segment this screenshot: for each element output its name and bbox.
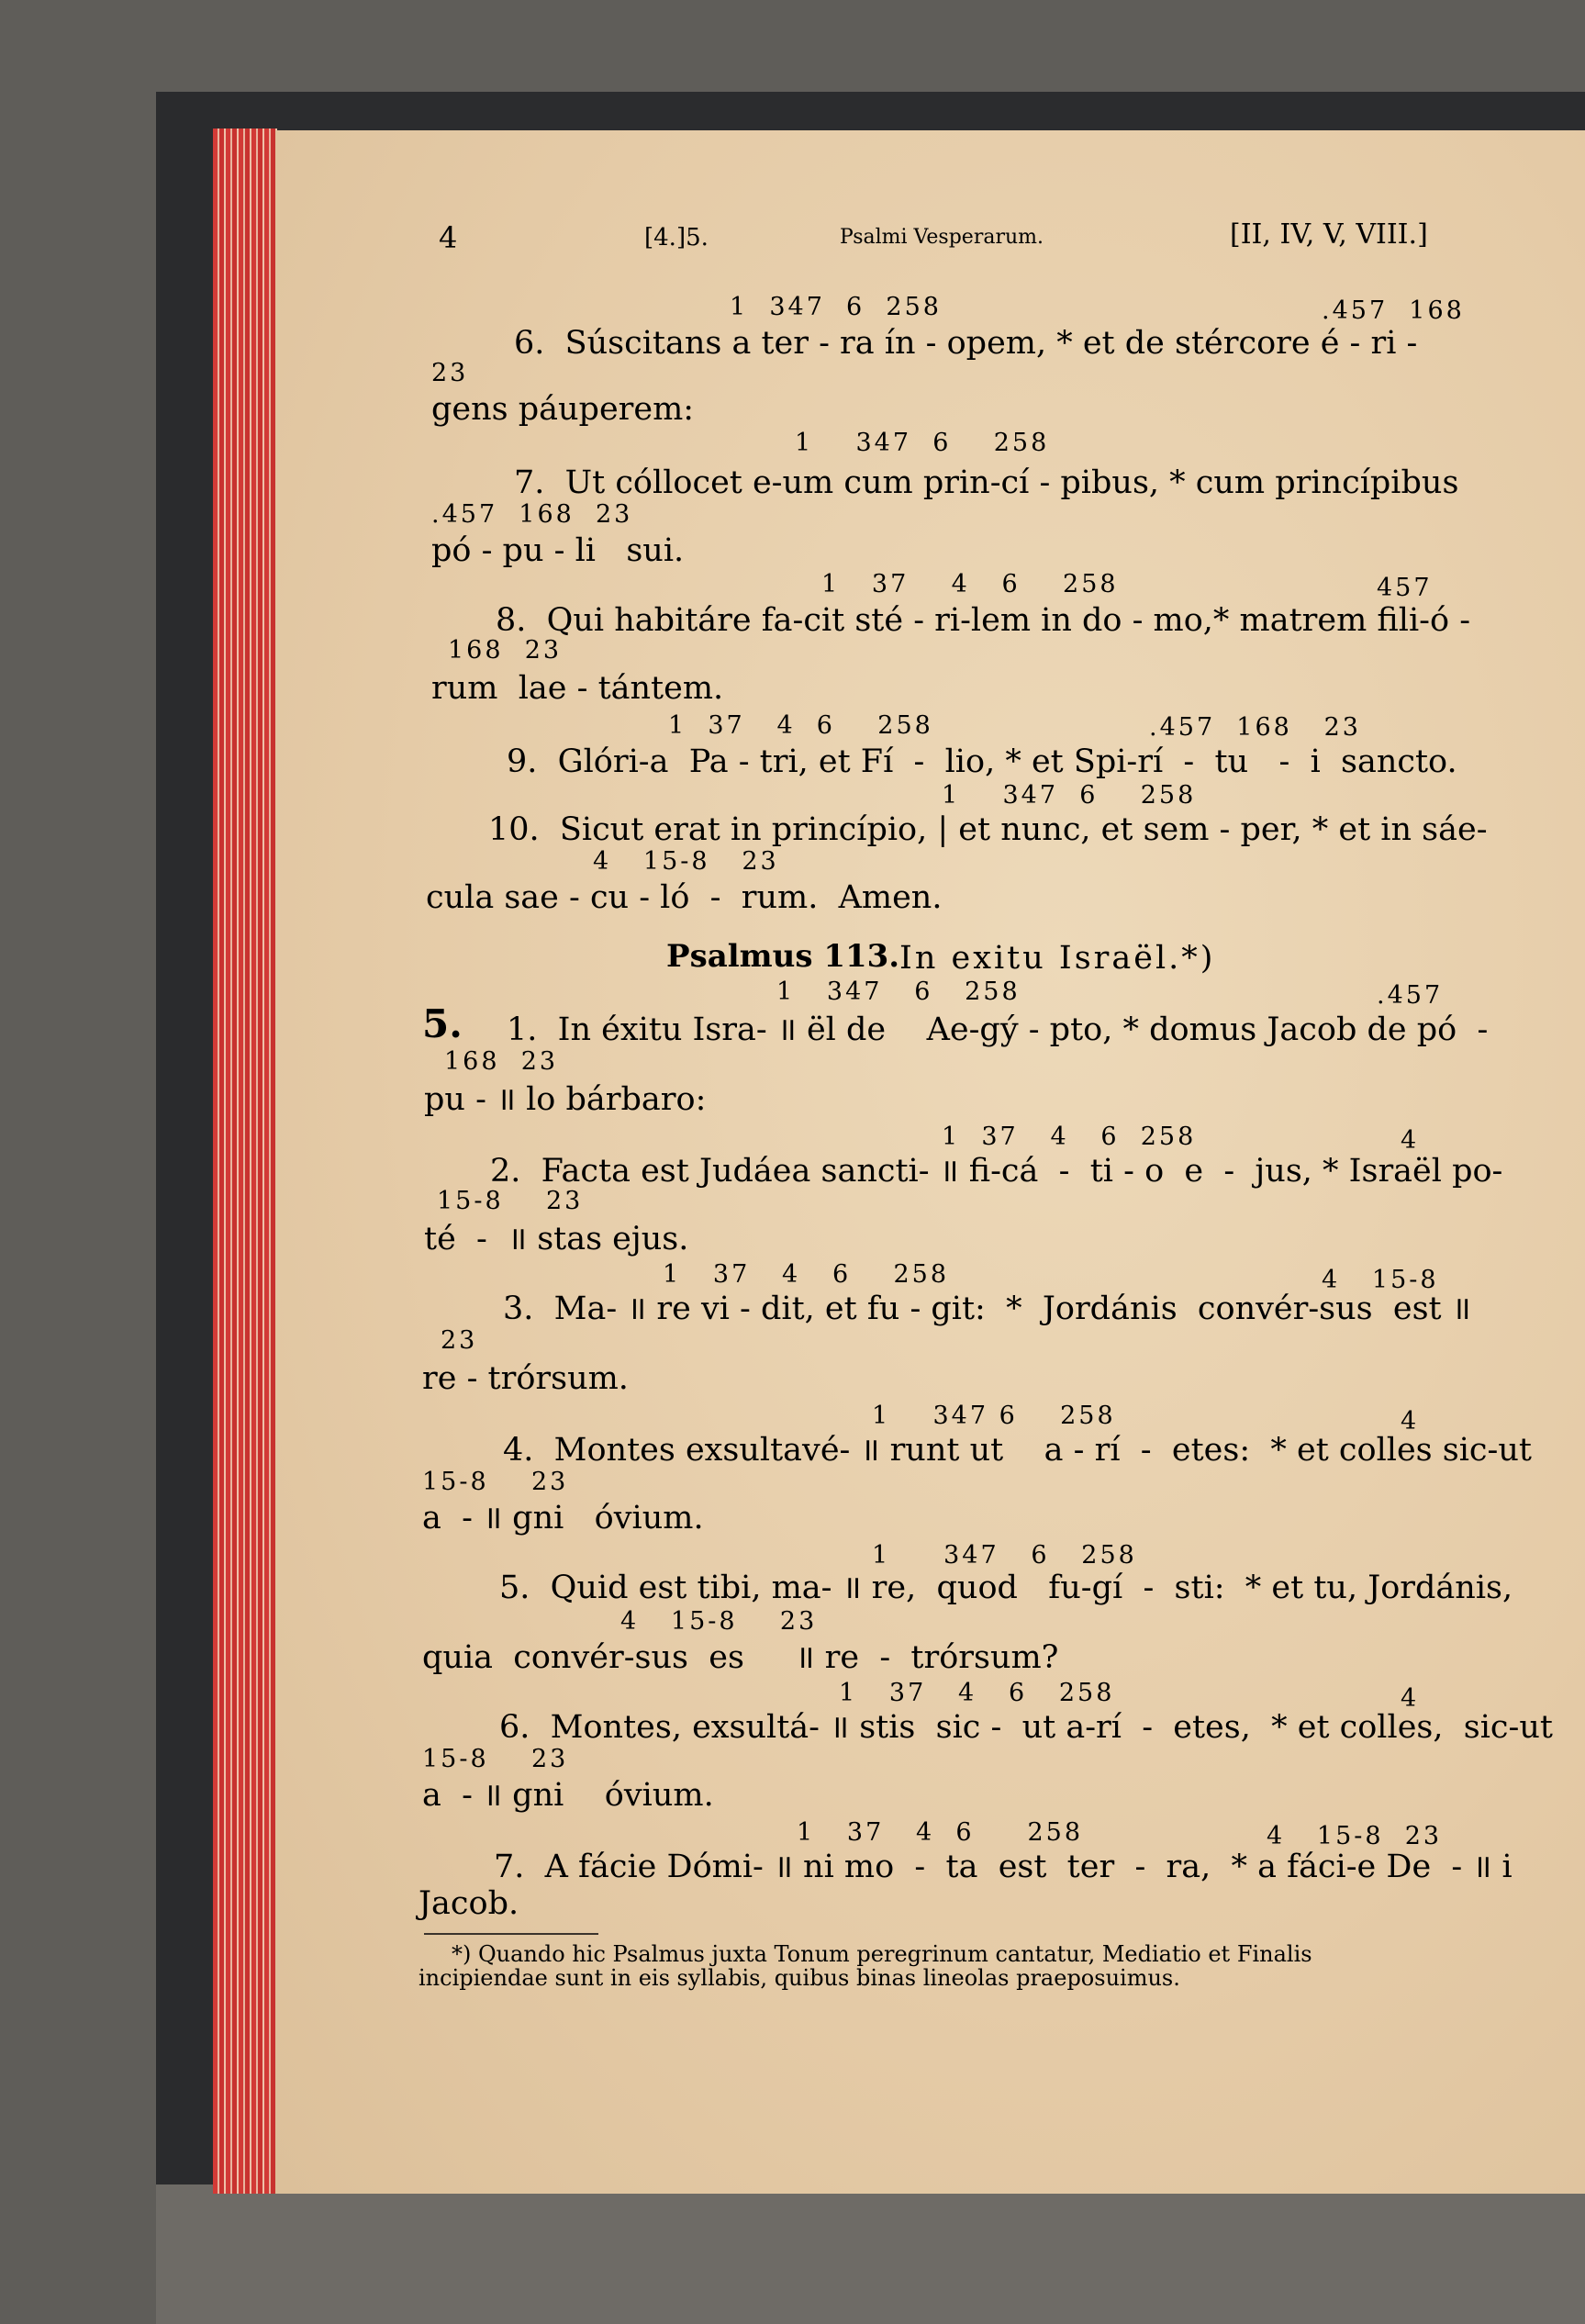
psalm-title: Psalmus 113. — [666, 938, 900, 975]
verse-line: pó - pu - li sui. — [431, 532, 685, 569]
verse-line: 10. Sicut erat in princípio, | et nunc, et sem - per, * et in sáe- — [488, 811, 1488, 848]
verse-line: 5. Quid est tibi, ma- ॥ re, quod fu-gí - sti: * et tu, Jordánis, — [499, 1570, 1513, 1606]
footnote-line: incipiendae sunt in eis syllabis, quibus binas lineolas praeposuimus. — [419, 1965, 1180, 1991]
red-page-edges — [213, 128, 277, 2194]
chant-numbers: 4 15-8 23 — [1267, 1822, 1443, 1850]
chant-numbers: 1 347 6 258 — [730, 293, 942, 321]
chant-numbers: 1 347 6 258 — [942, 781, 1197, 810]
verse-line: té - ॥ stas ejus. — [424, 1221, 689, 1257]
chant-numbers: .457 168 23 — [1149, 713, 1361, 742]
chant-numbers: 15-8 23 — [422, 1745, 569, 1773]
chant-numbers: 1 37 4 6 258 — [668, 711, 933, 740]
verse-line: 3. Ma- ॥ re vi - dit, et fu - git: * Jordánis convér-sus est ॥ — [503, 1290, 1471, 1327]
chant-numbers: .457 168 — [1322, 296, 1465, 325]
chant-numbers: 1 37 4 6 258 — [821, 570, 1119, 598]
psalm-incipit: In exitu Israël.*) — [899, 940, 1216, 977]
chant-numbers: 1 37 4 6 258 — [942, 1123, 1197, 1151]
verse-line: 7. A fácie Dómi- ॥ ni mo - ta est ter - ra, * a fáci-e De - ॥ i — [494, 1849, 1512, 1885]
verse-line: pu - ॥ lo bárbaro: — [424, 1081, 707, 1118]
chant-numbers: 457 — [1377, 574, 1433, 602]
chant-numbers: 168 23 — [448, 636, 563, 665]
verse-line: rum lae - tántem. — [431, 670, 724, 707]
chant-numbers: .457 — [1377, 981, 1444, 1010]
chant-numbers: 1 347 6 258 — [795, 429, 1050, 457]
chant-numbers: 1 347 6 258 — [872, 1541, 1137, 1570]
page-number: 4 — [439, 220, 458, 255]
verse-line: 1. In éxitu Isra- ॥ ël de Ae-gý - pto, * domus Jacob de pó - — [507, 1011, 1489, 1048]
book-cover-bottom — [156, 2184, 1585, 2324]
chant-numbers: 4 — [1401, 1126, 1420, 1155]
verse-line: re - trórsum. — [422, 1360, 629, 1397]
verse-line: 4. Montes exsultavé- ॥ runt ut a - rí - etes: * et colles sic-ut — [503, 1432, 1532, 1469]
chant-numbers: 1 37 4 6 258 — [663, 1260, 949, 1289]
section-marker: 5. — [422, 1001, 463, 1046]
chant-numbers: 1 37 4 6 258 — [797, 1818, 1083, 1847]
chant-numbers: 1 347 6 258 — [872, 1402, 1116, 1430]
verse-line: 6. Súscitans a ter - ra ín - opem, * et de stércore é - ri - — [514, 325, 1418, 362]
section-ref: [4.]5. — [644, 224, 709, 251]
verse-line: a - ॥ gni óvium. — [422, 1500, 704, 1536]
chant-numbers: 23 — [441, 1326, 478, 1355]
chant-numbers: 15-8 23 — [437, 1187, 584, 1215]
verse-line: gens páuperem: — [431, 391, 695, 428]
chant-numbers: 4 15-8 — [1322, 1266, 1439, 1294]
chant-numbers: 4 — [1401, 1407, 1420, 1436]
chant-numbers: 1 37 4 6 258 — [839, 1679, 1115, 1707]
verse-line: 2. Facta est Judáea sancti- ॥ fi-cá - ti - o e - jus, * Israël po- — [490, 1153, 1503, 1190]
chant-numbers: 4 — [1401, 1684, 1420, 1713]
footnote-rule — [424, 1933, 598, 1935]
verse-line: 8. Qui habitáre fa-cit sté - ri-lem in do - mo,* matrem fili-ó - — [496, 602, 1471, 639]
footnote-line: *) Quando hic Psalmus juxta Tonum peregrinum cantatur, Mediatio et Finalis — [452, 1941, 1312, 1967]
tones-ref: [II, IV, V, VIII.] — [1230, 218, 1428, 251]
chant-numbers: 168 23 — [444, 1047, 559, 1076]
chant-numbers: .457 168 23 — [431, 500, 633, 529]
verse-line: 9. Glóri-a Pa - tri, et Fí - lio, * et Spi-rí - tu - i sancto. — [507, 743, 1457, 780]
chant-numbers: 4 15-8 23 — [620, 1607, 818, 1636]
verse-line: Jacob. — [419, 1885, 519, 1922]
verse-line: cula sae - cu - ló - rum. Amen. — [426, 879, 943, 916]
chant-numbers: 1 347 6 258 — [776, 978, 1021, 1006]
verse-line: a - ॥ gni óvium. — [422, 1777, 714, 1814]
running-title: Psalmi Vesperarum. — [840, 226, 1044, 249]
verse-line: 7. Ut cóllocet e-um cum prin-cí - pibus, * cum princípibus — [514, 464, 1459, 501]
verse-line: quia convér-sus es ॥ re - trórsum? — [422, 1639, 1059, 1676]
verse-line: 6. Montes, exsultá- ॥ stis sic - ut a-rí - etes, * et colles, sic-ut — [499, 1709, 1553, 1746]
book-spine — [156, 92, 220, 2184]
chant-numbers: 4 15-8 23 — [593, 847, 779, 876]
chant-numbers: 15-8 23 — [422, 1468, 569, 1496]
chant-numbers: 23 — [431, 359, 469, 387]
